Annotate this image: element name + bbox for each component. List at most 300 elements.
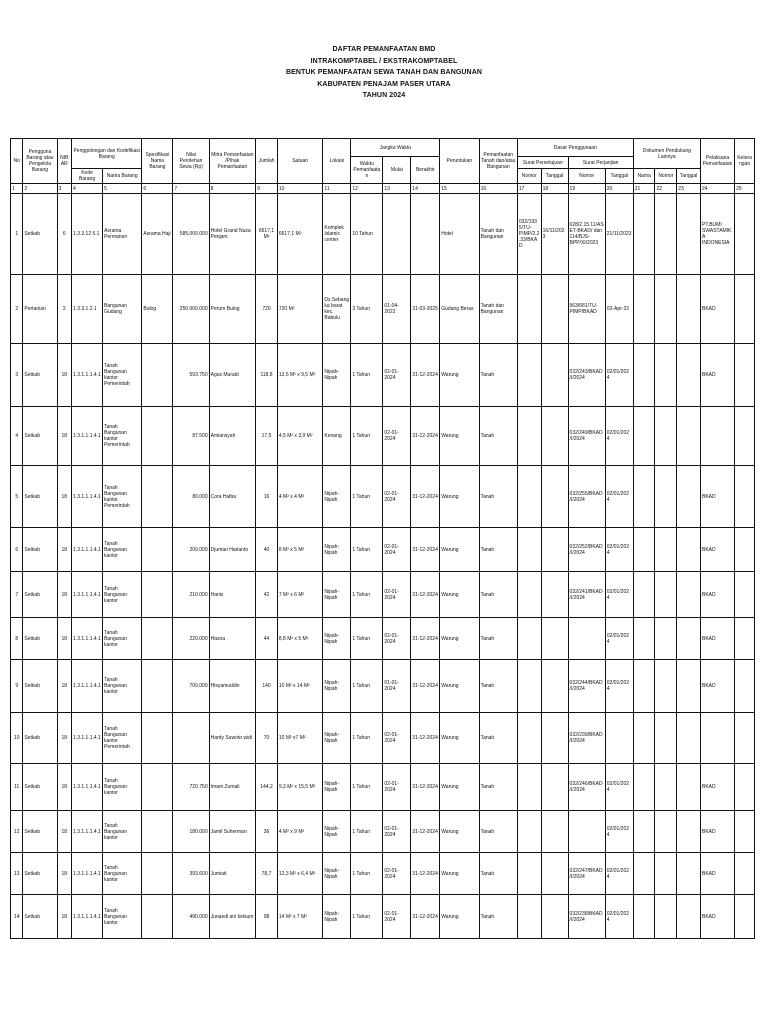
cell-sp-tanggal: 16/11/2023 <box>541 194 568 275</box>
cell-pelaksana: BKAD <box>701 853 735 895</box>
column-number: 13 <box>383 184 411 194</box>
cell-dok-nama <box>633 344 655 407</box>
header-keterangan: Keterangan <box>735 139 755 184</box>
cell-sp-tanggal <box>541 618 568 660</box>
cell-sj-nomor <box>568 618 605 660</box>
column-number: 9 <box>256 184 278 194</box>
cell-nilai: 585.000.000 <box>173 194 209 275</box>
cell-no: 9 <box>11 660 23 713</box>
cell-keterangan <box>735 853 755 895</box>
cell-pengguna: Setkab <box>23 407 57 466</box>
cell-dok-tanggal <box>677 407 701 466</box>
header-nama-barang: Nama Barang <box>103 169 142 184</box>
cell-nilai: 180.000 <box>173 811 209 853</box>
column-number: 16 <box>479 184 517 194</box>
cell-lokasi: Nipah-Nipah <box>323 811 351 853</box>
cell-sj-nomor: 032/252/BKAD/I/2024 <box>568 528 605 572</box>
cell-dok-tanggal <box>677 528 701 572</box>
cell-sj-nomor: 963/681/TU-PIMP/BKAD <box>568 275 605 344</box>
cell-dok-nomor <box>655 344 677 407</box>
cell-mulai: 02-01-2024 <box>383 618 411 660</box>
cell-dok-nama <box>633 528 655 572</box>
column-number: 25 <box>735 184 755 194</box>
cell-nibar: 18 <box>57 895 71 939</box>
header-dok-nama: Nama <box>633 169 655 184</box>
cell-sp-tanggal <box>541 407 568 466</box>
cell-waktu: 1 Tahun <box>351 660 383 713</box>
cell-mitra: Junaedi ani kelsum <box>209 895 256 939</box>
cell-pelaksana <box>701 713 735 764</box>
cell-dok-nomor <box>655 618 677 660</box>
column-number: 8 <box>209 184 256 194</box>
cell-dok-nama <box>633 407 655 466</box>
table-row <box>11 344 755 407</box>
cell-peruntukan: Warung <box>440 528 479 572</box>
cell-kode-barang: 1.3.1.1.1.4.1 <box>72 660 103 713</box>
cell-lokasi: Nipah-Nipah <box>323 895 351 939</box>
cell-sp-nomor <box>517 344 541 407</box>
cell-sj-tanggal: 02/01/2024 <box>605 895 633 939</box>
cell-satuan: 4 M² x 4 M² <box>277 466 323 528</box>
cell-dok-nama <box>633 618 655 660</box>
cell-sj-nomor: 032/246/BKAD/I/2024 <box>568 764 605 811</box>
cell-spesifikasi <box>142 660 173 713</box>
cell-no: 7 <box>11 572 23 618</box>
cell-nama-barang: Tanah Bangunan kantor <box>103 572 142 618</box>
cell-nama-barang: Bangunan Gudang <box>103 275 142 344</box>
cell-pemanfaatan: Tanah dan Bangunan <box>479 275 517 344</box>
header-waktu-pemanfaatan: Waktu Pemanfaatan <box>351 157 383 184</box>
header-sj-tanggal: Tanggal <box>605 169 633 184</box>
cell-dok-nomor <box>655 764 677 811</box>
cell-peruntukan: Warung <box>440 466 479 528</box>
cell-nibar: 18 <box>57 528 71 572</box>
cell-dok-nama <box>633 466 655 528</box>
cell-sp-tanggal <box>541 713 568 764</box>
cell-sp-tanggal <box>541 344 568 407</box>
cell-sj-nomor: 032/249/BKAD/I/2024 <box>568 407 605 466</box>
cell-pengguna: Setkab <box>23 344 57 407</box>
table-row <box>11 853 755 895</box>
cell-sp-tanggal <box>541 811 568 853</box>
column-number: 24 <box>701 184 735 194</box>
cell-no: 14 <box>11 895 23 939</box>
cell-spesifikasi <box>142 764 173 811</box>
header-pemanfaatan-tanah: Pemanfaatan Tanah dan/atau Bangunan <box>479 139 517 184</box>
header-surat-perjanjian: Surat Perjanjian <box>568 157 633 169</box>
cell-pelaksana: BKAD <box>701 895 735 939</box>
cell-dok-tanggal <box>677 853 701 895</box>
cell-waktu: 1 Tahun <box>351 528 383 572</box>
column-number: 17 <box>517 184 541 194</box>
cell-nibar: 18 <box>57 660 71 713</box>
cell-sp-tanggal <box>541 528 568 572</box>
cell-peruntukan: Warung <box>440 572 479 618</box>
cell-no: 10 <box>11 713 23 764</box>
cell-keterangan <box>735 344 755 407</box>
column-number: 20 <box>605 184 633 194</box>
cell-mitra: Hisyamuddin <box>209 660 256 713</box>
cell-nama-barang: Tanah Bangunan kantor <box>103 660 142 713</box>
cell-keterangan <box>735 275 755 344</box>
table-row <box>11 660 755 713</box>
cell-jumlah: 78,7 <box>256 853 278 895</box>
cell-lokasi: Ds.Sebangka barat kec. Babulu <box>323 275 351 344</box>
header-peruntukan: Peruntukan <box>440 139 479 184</box>
cell-waktu: 1 Tahun <box>351 764 383 811</box>
cell-nibar: 2 <box>57 275 71 344</box>
cell-mitra: Hanis <box>209 572 256 618</box>
cell-berakhir: 31-12-2024 <box>411 853 440 895</box>
cell-dok-tanggal <box>677 764 701 811</box>
header-penggolongan: Penggolongan dan Kodefikasi Barang <box>72 139 142 169</box>
cell-berakhir: 31-12-2024 <box>411 466 440 528</box>
cell-sp-nomor <box>517 407 541 466</box>
cell-sp-nomor <box>517 466 541 528</box>
cell-dok-nomor <box>655 407 677 466</box>
table-row <box>11 572 755 618</box>
cell-nama-barang: Tanah Bangunan kantor <box>103 853 142 895</box>
cell-lokasi: Nipah-Nipah <box>323 713 351 764</box>
cell-satuan: 14 M² x 7 M² <box>277 895 323 939</box>
cell-spesifikasi <box>142 618 173 660</box>
column-number: 22 <box>655 184 677 194</box>
table-row <box>11 618 755 660</box>
cell-spesifikasi <box>142 853 173 895</box>
cell-waktu: 1 Tahun <box>351 811 383 853</box>
cell-mitra: Perum Bulog <box>209 275 256 344</box>
header-no: No <box>11 139 23 184</box>
column-number: 21 <box>633 184 655 194</box>
cell-nama-barang: Tanah Bangunan kantor Pemerintah <box>103 407 142 466</box>
cell-dok-nama <box>633 764 655 811</box>
header-berakhir: Berakhir <box>411 157 440 184</box>
cell-jumlah: 16 <box>256 466 278 528</box>
cell-dok-nama <box>633 713 655 764</box>
cell-sj-tanggal: 02/01/2024 <box>605 466 633 528</box>
title-line-2: INTRAKOMPTABEL / EKSTRAKOMPTABEL <box>310 57 458 65</box>
cell-dok-nomor <box>655 660 677 713</box>
cell-mulai: 02-01-2024 <box>383 764 411 811</box>
column-number: 4 <box>72 184 103 194</box>
cell-sj-tanggal: 02/01/2024 <box>605 572 633 618</box>
cell-satuan: 9,3 M² x 15,5 M² <box>277 764 323 811</box>
cell-dok-nama <box>633 853 655 895</box>
cell-spesifikasi <box>142 466 173 528</box>
cell-berakhir <box>411 194 440 275</box>
cell-peruntukan: Warung <box>440 618 479 660</box>
cell-dok-nomor <box>655 528 677 572</box>
cell-lokasi: Nipah-Nipah <box>323 853 351 895</box>
cell-sj-tanggal: 02/01/2024 <box>605 528 633 572</box>
column-number: 12 <box>351 184 383 194</box>
title-line-3: BENTUK PEMANFAATAN SEWA TANAH DAN BANGUNAN <box>285 69 483 76</box>
cell-pemanfaatan: Tanah <box>479 895 517 939</box>
column-number: 1 <box>11 184 23 194</box>
header-dok-tanggal: Tanggal <box>677 169 701 184</box>
cell-berakhir: 31-03-2025 <box>411 275 440 344</box>
cell-sp-nomor <box>517 618 541 660</box>
cell-peruntukan: Warung <box>440 344 479 407</box>
cell-pemanfaatan: Tanah <box>479 713 517 764</box>
cell-jumlah: 140 <box>256 660 278 713</box>
cell-kode-barang: 1.3.1.1.1.4.1 <box>72 764 103 811</box>
cell-satuan: 12,3 M² x 6,4 M² <box>277 853 323 895</box>
cell-nilai: 250.000.000 <box>173 275 209 344</box>
cell-waktu: 1 Tahun <box>351 853 383 895</box>
header-sj-nomor: Nomor <box>568 169 605 184</box>
cell-pengguna: Setkab <box>23 660 57 713</box>
cell-sp-tanggal <box>541 275 568 344</box>
cell-no: 11 <box>11 764 23 811</box>
cell-lokasi: Komplek Islamic center <box>323 194 351 275</box>
cell-pemanfaatan: Tanah <box>479 618 517 660</box>
cell-dok-tanggal <box>677 275 701 344</box>
cell-peruntukan: Warung <box>440 853 479 895</box>
table-row <box>11 811 755 853</box>
cell-sj-nomor: 032/244/BKAD/I/2024 <box>568 660 605 713</box>
cell-dok-nama <box>633 275 655 344</box>
cell-pengguna: Setkab <box>23 572 57 618</box>
header-satuan: Satuan <box>277 139 323 184</box>
cell-lokasi: Nipah-Nipah <box>323 344 351 407</box>
cell-lokasi: Nipah-Nipah <box>323 572 351 618</box>
cell-pengguna: Pertanian <box>23 275 57 344</box>
cell-sj-tanggal: 02/01/2024 <box>605 853 633 895</box>
cell-pengguna: Setkab <box>23 811 57 853</box>
cell-mitra: Imam Zumali <box>209 764 256 811</box>
cell-keterangan <box>735 528 755 572</box>
cell-sp-nomor: 032/1935/TU-PIMP/2.2.33/BKAD <box>517 194 541 275</box>
cell-mulai: 02-01-2024 <box>383 466 411 528</box>
cell-no: 13 <box>11 853 23 895</box>
cell-nilai <box>173 713 209 764</box>
table-row <box>11 407 755 466</box>
cell-spesifikasi <box>142 572 173 618</box>
cell-dok-nomor <box>655 275 677 344</box>
cell-keterangan <box>735 194 755 275</box>
cell-waktu: 1 Tahun <box>351 407 383 466</box>
cell-pemanfaatan: Tanah <box>479 466 517 528</box>
cell-keterangan <box>735 407 755 466</box>
cell-kode-barang: 1.3.1.1.1.4.1 <box>72 407 103 466</box>
header-jangka-waktu: Jangka Waktu <box>351 139 440 157</box>
cell-spesifikasi <box>142 895 173 939</box>
cell-pengguna: Setkab <box>23 618 57 660</box>
cell-lokasi: Nipah-Nipah <box>323 764 351 811</box>
cell-mulai: 02-01-2024 <box>383 895 411 939</box>
cell-no: 3 <box>11 344 23 407</box>
cell-mulai: 02-01-2024 <box>383 344 411 407</box>
cell-kode-barang: 1.3.1.1.1.4.1 <box>72 344 103 407</box>
cell-pemanfaatan: Tanah <box>479 344 517 407</box>
cell-pengguna: Setkab <box>23 194 57 275</box>
cell-mulai: 02-01-2024 <box>383 713 411 764</box>
cell-pengguna: Setkab <box>23 466 57 528</box>
cell-sp-nomor <box>517 811 541 853</box>
cell-satuan: 6617,1 M² <box>277 194 323 275</box>
cell-sp-tanggal <box>541 853 568 895</box>
column-number: 5 <box>103 184 142 194</box>
cell-sj-nomor: 032/238/BKAD/I/2024 <box>568 895 605 939</box>
column-number: 2 <box>23 184 57 194</box>
cell-sp-nomor <box>517 275 541 344</box>
header-lokasi: Lokasi <box>323 139 351 184</box>
header-pelaksana: Pelaksana Pemanfaatan <box>701 139 735 184</box>
table-row <box>11 764 755 811</box>
cell-sj-nomor: 032/247/BKAD/I/2024 <box>568 853 605 895</box>
cell-keterangan <box>735 660 755 713</box>
cell-sj-nomor: 032/255/BKAD/I/2024 <box>568 466 605 528</box>
cell-pemanfaatan: Tanah <box>479 853 517 895</box>
cell-sp-nomor <box>517 895 541 939</box>
cell-sj-tanggal: 21/11/2023 <box>605 194 633 275</box>
cell-nibar: 18 <box>57 618 71 660</box>
cell-lokasi: Nipah-Nipah <box>323 618 351 660</box>
table-row <box>11 895 755 939</box>
cell-satuan: 10 M² x7 M² <box>277 713 323 764</box>
cell-jumlah: 42 <box>256 572 278 618</box>
cell-berakhir: 31-12-2024 <box>411 618 440 660</box>
header-mitra: Mitra Pemanfaatan /Pihak Pemanfaatan <box>209 139 256 184</box>
cell-mitra: Hotel Grand Nusa Penjam <box>209 194 256 275</box>
column-number: 7 <box>173 184 209 194</box>
header-surat-persetujuan: Surat Persetujuan <box>517 157 568 169</box>
cell-nilai: 87.500 <box>173 407 209 466</box>
cell-dok-nama <box>633 895 655 939</box>
cell-dok-nama <box>633 194 655 275</box>
document-title <box>0 44 768 102</box>
cell-mitra: Cora Halba <box>209 466 256 528</box>
cell-nama-barang: Asrama Permanen <box>103 194 142 275</box>
cell-satuan: 7 M² x 6 M² <box>277 572 323 618</box>
cell-sj-tanggal: 03-Apr-22 <box>605 275 633 344</box>
cell-keterangan <box>735 572 755 618</box>
cell-dok-tanggal <box>677 811 701 853</box>
cell-peruntukan: Warung <box>440 407 479 466</box>
header-mulai: Mulai <box>383 157 411 184</box>
cell-satuan: 720 M² <box>277 275 323 344</box>
cell-spesifikasi <box>142 811 173 853</box>
column-number: 23 <box>677 184 701 194</box>
cell-kode-barang: 1.3.1.1.1.4.1 <box>72 713 103 764</box>
cell-jumlah: 144,2 <box>256 764 278 811</box>
cell-berakhir: 31-12-2024 <box>411 528 440 572</box>
cell-mulai: 02-01-2024 <box>383 528 411 572</box>
cell-peruntukan: Hotel <box>440 194 479 275</box>
cell-waktu: 1 Tahun <box>351 572 383 618</box>
cell-no: 12 <box>11 811 23 853</box>
cell-keterangan <box>735 466 755 528</box>
cell-pelaksana: BKAD <box>701 811 735 853</box>
cell-sp-nomor <box>517 764 541 811</box>
cell-pelaksana: BKAD <box>701 344 735 407</box>
table-body <box>11 194 755 939</box>
cell-nibar: 18 <box>57 713 71 764</box>
cell-kode-barang: 1.3.1.1.1.4.1 <box>72 853 103 895</box>
cell-sj-nomor: 032/243/BKAD/I/2024 <box>568 344 605 407</box>
cell-berakhir: 31-12-2024 <box>411 764 440 811</box>
cell-berakhir: 31-12-2024 <box>411 713 440 764</box>
cell-mitra: Hasna <box>209 618 256 660</box>
cell-kode-barang: 1.3.1.1.1.4.1 <box>72 528 103 572</box>
cell-nilai: 700.000 <box>173 660 209 713</box>
cell-pelaksana: BKAD <box>701 618 735 660</box>
cell-nama-barang: Tanah Bangunan kantor <box>103 895 142 939</box>
cell-nibar: 18 <box>57 811 71 853</box>
cell-no: 1 <box>11 194 23 275</box>
cell-jumlah: 40 <box>256 528 278 572</box>
cell-mitra: Agus Muradi <box>209 344 256 407</box>
cell-lokasi: Kenang <box>323 407 351 466</box>
cell-nibar: 18 <box>57 764 71 811</box>
column-number: 18 <box>541 184 568 194</box>
cell-no: 4 <box>11 407 23 466</box>
cell-sj-tanggal: 02/01/2024 <box>605 660 633 713</box>
table-header <box>11 139 755 194</box>
cell-nibar: 6 <box>57 194 71 275</box>
cell-sj-tanggal <box>605 713 633 764</box>
cell-sj-nomor <box>568 811 605 853</box>
cell-nilai: 720.750 <box>173 764 209 811</box>
cell-lokasi: Nipah-Nipah <box>323 660 351 713</box>
cell-spesifikasi: Asrama Haji <box>142 194 173 275</box>
header-dok-nomor: Nomor <box>655 169 677 184</box>
cell-sp-tanggal <box>541 764 568 811</box>
cell-dok-nama <box>633 660 655 713</box>
cell-sj-nomor: 032/239/BKAD/I/2024 <box>568 713 605 764</box>
cell-kode-barang: 1.3.1.1.1.4.1 <box>72 572 103 618</box>
cell-pelaksana: BKAD <box>701 572 735 618</box>
cell-pengguna: Setkab <box>23 895 57 939</box>
cell-kode-barang: 1.3.1.1.1.4.1 <box>72 618 103 660</box>
cell-spesifikasi <box>142 713 173 764</box>
table-row <box>11 528 755 572</box>
cell-sj-nomor: 032/241/BKAD/I/2024 <box>568 572 605 618</box>
cell-peruntukan: Gudang Beras <box>440 275 479 344</box>
cell-mulai <box>383 194 411 275</box>
table-row <box>11 194 755 275</box>
header-sp-nomor: Nomor <box>517 169 541 184</box>
cell-pelaksana: BKAD <box>701 764 735 811</box>
cell-nilai: 593.750 <box>173 344 209 407</box>
cell-pemanfaatan: Tanah <box>479 528 517 572</box>
cell-nama-barang: Tanah Bangunan kantor <box>103 528 142 572</box>
cell-nilai: 220.000 <box>173 618 209 660</box>
cell-dok-tanggal <box>677 466 701 528</box>
cell-satuan: 8 M² x 5 M² <box>277 528 323 572</box>
column-number: 6 <box>142 184 173 194</box>
cell-sp-nomor <box>517 660 541 713</box>
column-number: 14 <box>411 184 440 194</box>
cell-jumlah: 720 <box>256 275 278 344</box>
cell-pemanfaatan: Tanah <box>479 572 517 618</box>
cell-jumlah: 70 <box>256 713 278 764</box>
title-line-5: TAHUN 2024 <box>362 92 406 99</box>
cell-dok-tanggal <box>677 895 701 939</box>
cell-berakhir: 31-12-2024 <box>411 344 440 407</box>
cell-jumlah: 44 <box>256 618 278 660</box>
cell-waktu: 1 Tahun <box>351 466 383 528</box>
table-row <box>11 466 755 528</box>
cell-mulai: 02-01-2024 <box>383 811 411 853</box>
cell-dok-nomor <box>655 853 677 895</box>
column-number: 3 <box>57 184 71 194</box>
bmd-table <box>10 138 755 939</box>
cell-dok-tanggal <box>677 618 701 660</box>
cell-pelaksana: PT.BUMI SWASTAMIKA INDONESIA <box>701 194 735 275</box>
cell-keterangan <box>735 764 755 811</box>
